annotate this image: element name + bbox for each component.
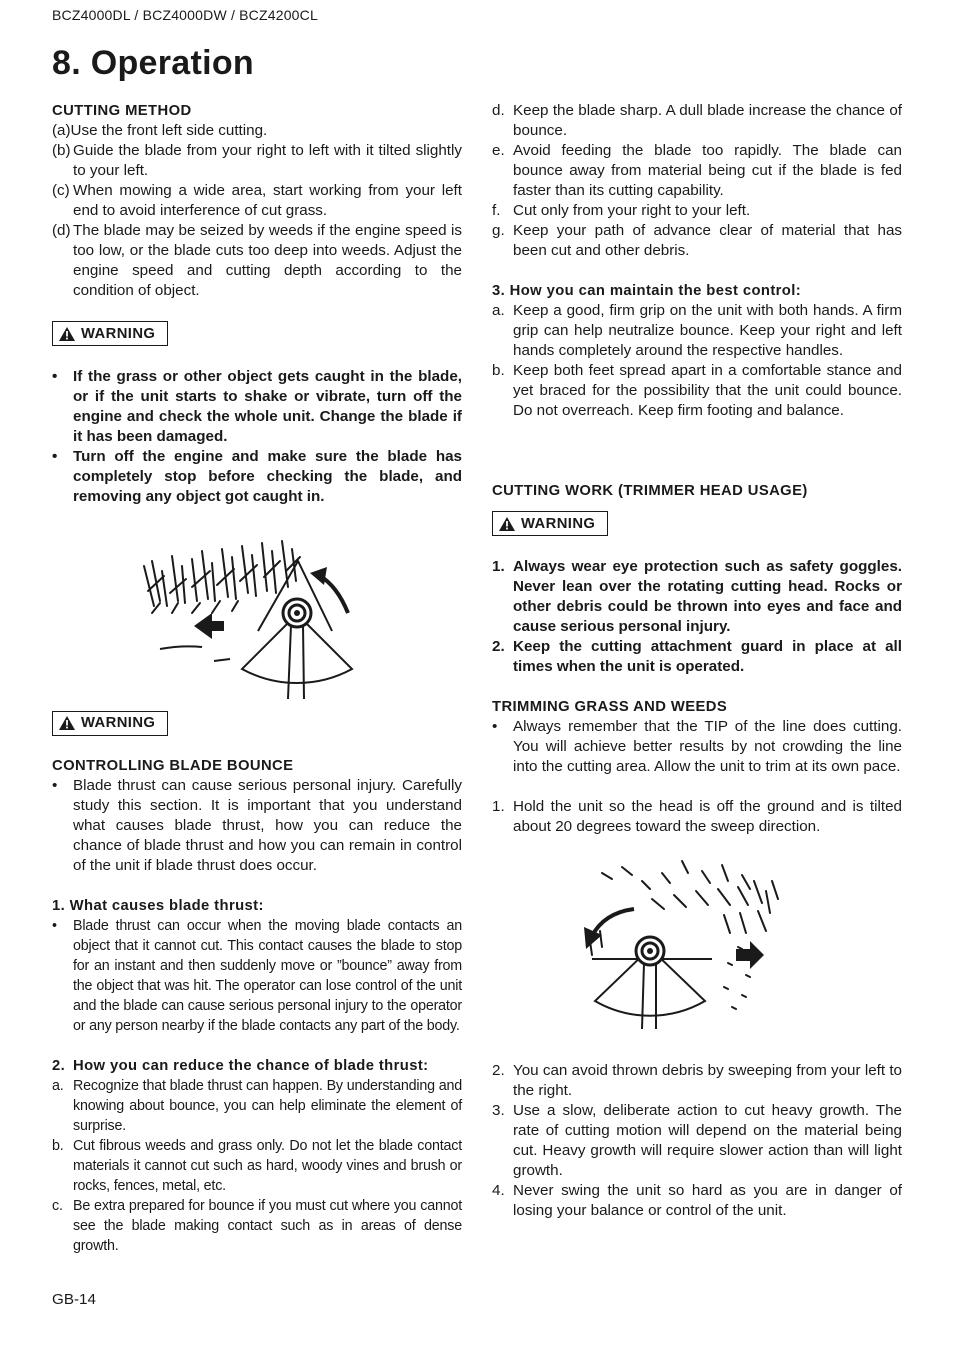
warning-triangle-icon: [59, 716, 75, 730]
warning-triangle-icon: [499, 517, 515, 531]
best-control-item: a. Keep a good, firm grip on the unit with both hands. A firm grip can help neutralize bounce. Keep your right and left hands completely around the respective handles.: [492, 302, 902, 359]
reduce-chance-item: e. Avoid feeding the blade too rapidly. The blade can bounce away from material being cut if the blade is fed faster than its cutting capability.: [492, 142, 902, 199]
best-control-heading: 3. How you can maintain the best control:: [492, 283, 802, 299]
reduce-chance-item: c. Be extra prepared for bounce if you must cut where you cannot see the blade making contact such as in areas of dense growth.: [52, 1198, 462, 1254]
warning-triangle-icon: [59, 327, 75, 341]
reduce-chance-item: g. Keep your path of advance clear of material that has been cut and other debris.: [492, 222, 902, 259]
trimming-bullet: • Always remember that the TIP of the line does cutting. You will achieve better results by not crowding the line into the cutting area. Allow the unit to trim at its own pace.: [492, 717, 902, 775]
trimming-step: 3. Use a slow, deliberate action to cut heavy growth. The rate of cutting motion will depend on the material being cut. Heavy growth will require slower action than will light growth.: [492, 1101, 902, 1179]
warning-item: • If the grass or other object gets caught in the blade, or if the unit starts to shake or vibrate, turn off the engine and check the whole unit. Change the blade if it has been damaged.: [52, 367, 462, 445]
cutting-method-item: (d) The blade may be seized by weeds if the engine speed is too low, or the blade cuts too deep into weeds. Adjust the engine speed and cutting depth according to the condition of object.: [52, 222, 462, 299]
warning-label: WARNING: [81, 715, 156, 731]
warning-label: WARNING: [521, 515, 596, 532]
cutting-method-item: (c) When mowing a wide area, start working from your left end to avoid interference of cut grass.: [52, 182, 462, 219]
page-title: 8. Operation: [52, 44, 254, 82]
trimming-step: 4. Never swing the unit so hard as you are in danger of losing your balance or control of the unit.: [492, 1181, 902, 1219]
reduce-chance-item: f. Cut only from your right to your left.: [492, 202, 751, 219]
brush-cutter-blade-figure: [52, 521, 462, 701]
trimmer-head-figure: [492, 851, 902, 1051]
blade-bounce-heading: CONTROLLING BLADE BOUNCE: [52, 758, 294, 774]
warning-box: [52, 321, 168, 346]
reduce-chance-heading: 2. How you can reduce the chance of blade thrust:: [52, 1058, 429, 1074]
warning-box: [492, 511, 608, 536]
reduce-chance-item: b. Cut fibrous weeds and grass only. Do not let the blade contact materials it cannot cut such as hard, woody vines and brush or rocks, fences, metal, etc.: [52, 1138, 462, 1194]
warning-item: • Turn off the engine and make sure the blade has completely stop before checking the blade, and removing any object got caught in.: [52, 447, 462, 505]
what-causes-item: • Blade thrust can occur when the moving blade contacts an object that it cannot cut. This contact causes the blade to stop for an instant and then suddenly move or ”bounce” away from the object that was hit. The operator can lose control of the unit and the blade can cause serious personal injury to the operator or any person nearby if the blade contacts any part of the body.: [52, 918, 462, 1034]
model-header: BCZ4000DL / BCZ4000DW / BCZ4200CL: [52, 7, 318, 23]
trimmer-warning-item: 2. Keep the cutting attachment guard in place at all times when the unit is operated.: [492, 637, 902, 675]
what-causes-heading: 1. What causes blade thrust:: [52, 898, 264, 914]
trimming-step: 1. Hold the unit so the head is off the ground and is tilted about 20 degrees toward the sweep direction.: [492, 797, 902, 835]
best-control-item: b. Keep both feet spread apart in a comfortable stance and yet braced for the possibility that the unit could bounce. Do not overreach. Keep firm footing and balance.: [492, 362, 902, 419]
right-column: [492, 101, 902, 1221]
cutting-method-heading: CUTTING METHOD: [52, 103, 192, 119]
left-column: [52, 101, 462, 1256]
bounce-intro: • Blade thrust can cause serious personal injury. Carefully study this section. It is important that you understand what causes blade thrust, how you can reduce the chance of blade thrust and how you can remain in control of the unit if blade thrust does occur.: [52, 777, 462, 874]
warning-label: WARNING: [81, 325, 156, 342]
reduce-chance-item: d. Keep the blade sharp. A dull blade increase the chance of bounce.: [492, 102, 902, 139]
reduce-chance-item: a. Recognize that blade thrust can happen. By understanding and knowing about bounce, you can help eliminate the element of surprise.: [52, 1078, 462, 1134]
cutting-method-item: (b) Guide the blade from your right to left with it tilted slightly to your left.: [52, 142, 462, 179]
trimmer-warning-item: 1. Always wear eye protection such as safety goggles. Never lean over the rotating cutting head. Rocks or other debris could be thrown into eyes and face and cause serious personal injury.: [492, 557, 902, 635]
trimmer-head-heading: CUTTING WORK (TRIMMER HEAD USAGE): [492, 483, 808, 499]
cutting-method-item: (a)Use the front left side cutting.: [52, 122, 268, 139]
page-number: GB-14: [52, 1291, 96, 1308]
trimming-heading: TRIMMING GRASS AND WEEDS: [492, 698, 728, 715]
trimming-step: 2. You can avoid thrown debris by sweeping from your left to the right.: [492, 1061, 902, 1099]
warning-box: [52, 711, 168, 736]
